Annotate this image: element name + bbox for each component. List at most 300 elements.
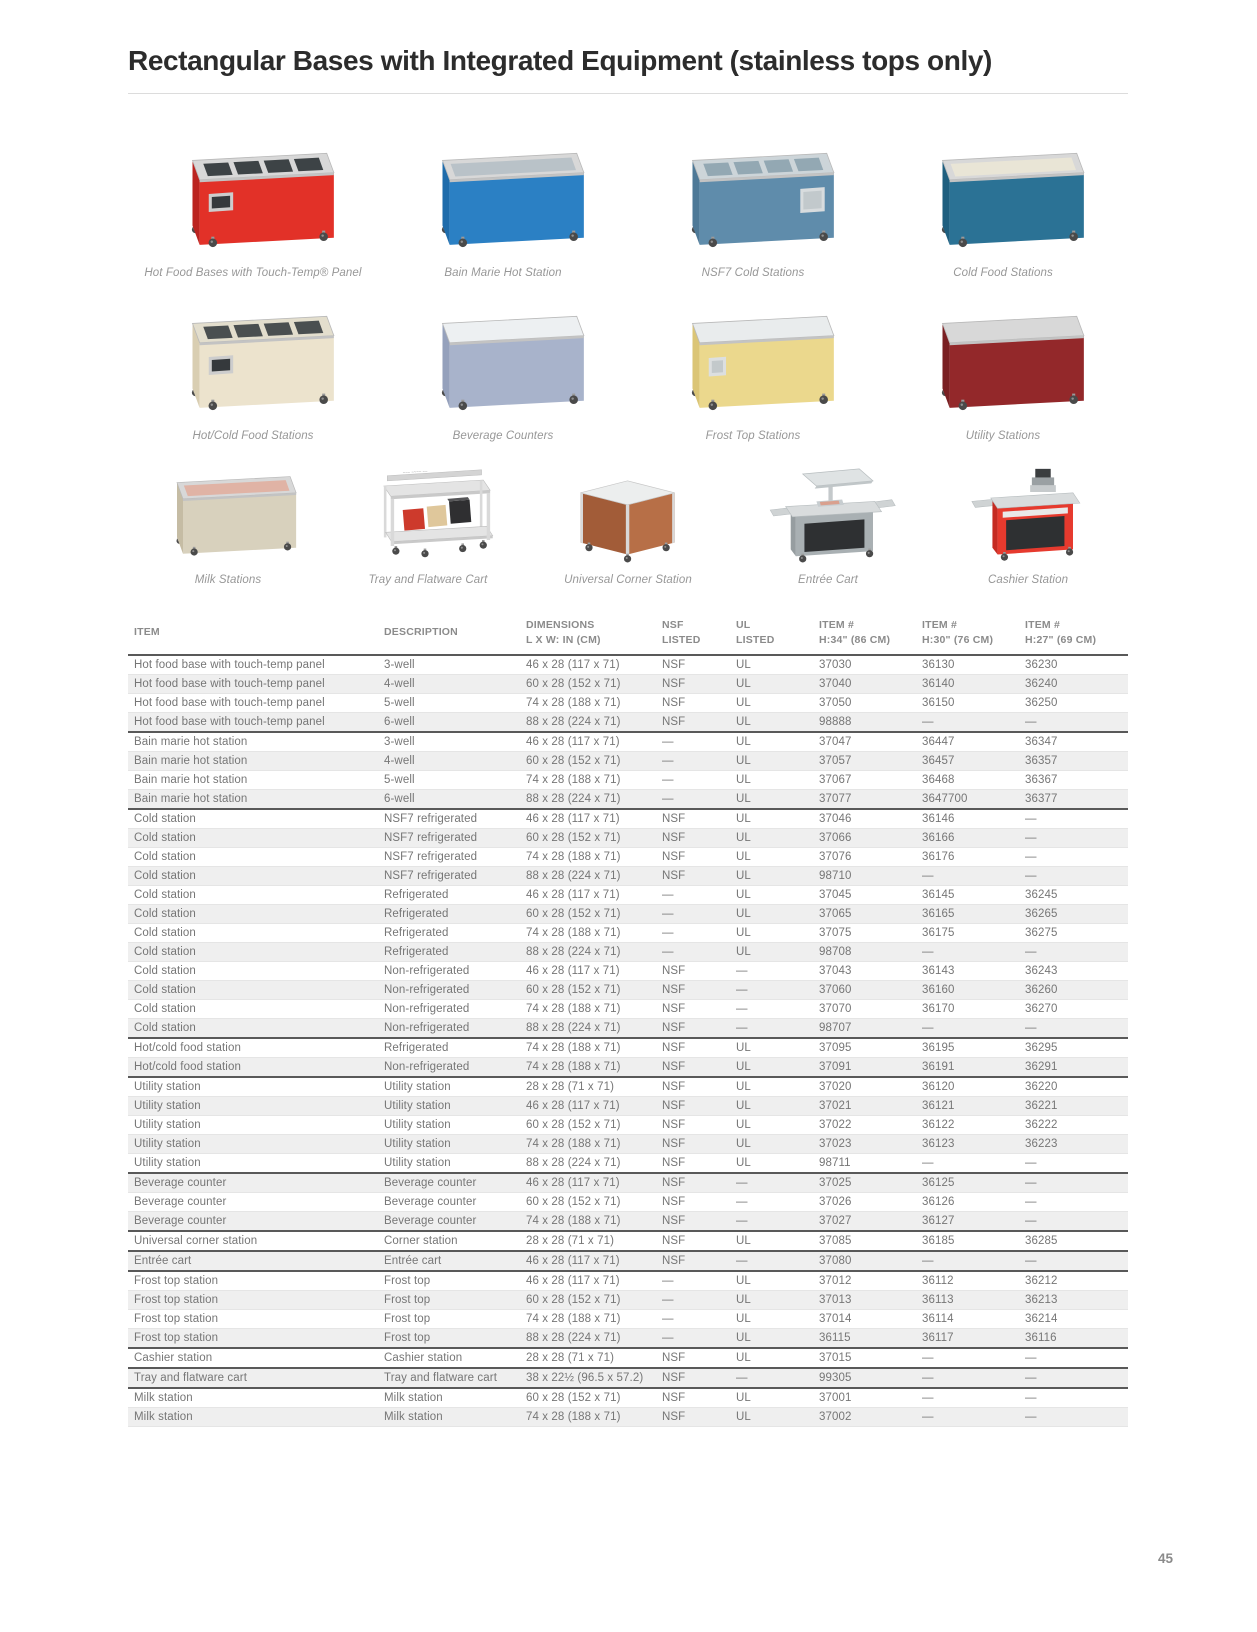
- table-cell: Cold station: [128, 867, 378, 886]
- table-cell: —: [730, 981, 813, 1000]
- bain-marie-illustration: [414, 136, 592, 258]
- product-hot-food-bases: [128, 136, 378, 279]
- table-cell: 74 x 28 (188 x 71): [520, 1038, 656, 1058]
- col-header-nsf-listed: NSF LISTED: [656, 618, 730, 655]
- table-cell: Frost top station: [128, 1271, 378, 1291]
- table-cell: UL: [730, 694, 813, 713]
- table-cell: 36250: [1019, 694, 1128, 713]
- table-cell: Beverage counter: [128, 1212, 378, 1232]
- table-cell: UL: [730, 1348, 813, 1368]
- table-cell: 88 x 28 (224 x 71): [520, 713, 656, 733]
- table-cell: 3-well: [378, 732, 520, 752]
- product-caption: Entrée Cart: [798, 573, 858, 586]
- table-row: [128, 1077, 1128, 1097]
- table-cell: 6-well: [378, 790, 520, 810]
- table-cell: UL: [730, 1077, 813, 1097]
- table-cell: —: [656, 1291, 730, 1310]
- product-beverage-counters: [378, 299, 628, 442]
- table-row: [128, 981, 1128, 1000]
- col-header-ul-listed: UL LISTED: [730, 618, 813, 655]
- table-cell: 74 x 28 (188 x 71): [520, 1058, 656, 1078]
- table-cell: NSF: [656, 1019, 730, 1039]
- table-cell: NSF: [656, 713, 730, 733]
- table-cell: 5-well: [378, 694, 520, 713]
- table-cell: Utility station: [378, 1154, 520, 1174]
- table-row: [128, 694, 1128, 713]
- table-cell: UL: [730, 675, 813, 694]
- table-cell: —: [656, 732, 730, 752]
- table-cell: 36240: [1019, 675, 1128, 694]
- table-cell: —: [656, 1329, 730, 1349]
- svg-text:~~~ ~~~~ ~~: ~~~ ~~~~ ~~: [402, 468, 428, 475]
- table-cell: 74 x 28 (188 x 71): [520, 1408, 656, 1427]
- table-cell: NSF7 refrigerated: [378, 867, 520, 886]
- table-cell: Frost top: [378, 1291, 520, 1310]
- table-row: [128, 1212, 1128, 1232]
- utility-station-illustration: [914, 299, 1092, 421]
- table-cell: 36125: [916, 1173, 1019, 1193]
- table-cell: Bain marie hot station: [128, 790, 378, 810]
- table-row: [128, 809, 1128, 829]
- product-milk-stations: [128, 462, 328, 586]
- table-cell: Frost top: [378, 1329, 520, 1349]
- table-cell: Cashier station: [378, 1348, 520, 1368]
- table-cell: 60 x 28 (152 x 71): [520, 905, 656, 924]
- table-cell: 36212: [1019, 1271, 1128, 1291]
- table-row: [128, 752, 1128, 771]
- table-cell: 46 x 28 (117 x 71): [520, 1271, 656, 1291]
- table-row: [128, 886, 1128, 905]
- table-cell: 37025: [813, 1173, 916, 1193]
- table-cell: 36185: [916, 1231, 1019, 1251]
- table-cell: 37021: [813, 1097, 916, 1116]
- table-cell: NSF: [656, 675, 730, 694]
- product-utility-stations: [878, 299, 1128, 442]
- table-cell: 60 x 28 (152 x 71): [520, 829, 656, 848]
- table-cell: NSF: [656, 1251, 730, 1271]
- table-cell: 36275: [1019, 924, 1128, 943]
- table-cell: 28 x 28 (71 x 71): [520, 1077, 656, 1097]
- table-cell: Utility station: [378, 1097, 520, 1116]
- table-cell: 5-well: [378, 771, 520, 790]
- table-cell: Bain marie hot station: [128, 752, 378, 771]
- table-cell: UL: [730, 1038, 813, 1058]
- product-grid-row-1: [128, 136, 1128, 279]
- table-cell: 88 x 28 (224 x 71): [520, 790, 656, 810]
- spec-table: [128, 618, 1128, 1427]
- product-caption: Frost Top Stations: [705, 429, 801, 442]
- table-row: [128, 905, 1128, 924]
- table-cell: —: [730, 1251, 813, 1271]
- table-cell: Cold station: [128, 848, 378, 867]
- table-cell: 36126: [916, 1193, 1019, 1212]
- table-cell: 37040: [813, 675, 916, 694]
- product-image: [914, 136, 1092, 258]
- table-cell: 37070: [813, 1000, 916, 1019]
- table-cell: 37043: [813, 962, 916, 981]
- table-cell: —: [656, 1310, 730, 1329]
- table-cell: Utility station: [128, 1097, 378, 1116]
- table-cell: UL: [730, 1310, 813, 1329]
- table-cell: UL: [730, 790, 813, 810]
- table-cell: NSF: [656, 1135, 730, 1154]
- table-cell: 37076: [813, 848, 916, 867]
- table-cell: Hot food base with touch-temp panel: [128, 675, 378, 694]
- table-cell: UL: [730, 867, 813, 886]
- table-cell: 36127: [916, 1212, 1019, 1232]
- table-cell: UL: [730, 1231, 813, 1251]
- table-cell: 36291: [1019, 1058, 1128, 1078]
- table-cell: —: [1019, 1251, 1128, 1271]
- table-cell: 36170: [916, 1000, 1019, 1019]
- table-cell: UL: [730, 752, 813, 771]
- table-cell: 36122: [916, 1116, 1019, 1135]
- product-caption: Cashier Station: [987, 573, 1069, 586]
- table-cell: UL: [730, 1097, 813, 1116]
- table-cell: Hot food base with touch-temp panel: [128, 713, 378, 733]
- tray-flatware-cart-illustration: [353, 462, 503, 565]
- table-cell: 36130: [916, 655, 1019, 675]
- product-image: [153, 462, 303, 565]
- table-row: [128, 1271, 1128, 1291]
- table-cell: UL: [730, 905, 813, 924]
- table-cell: NSF: [656, 981, 730, 1000]
- table-cell: Hot/cold food station: [128, 1038, 378, 1058]
- table-cell: —: [656, 924, 730, 943]
- table-cell: Non-refrigerated: [378, 962, 520, 981]
- table-row: [128, 848, 1128, 867]
- col-header-item-h30: ITEM # H:30" (76 CM): [916, 618, 1019, 655]
- spec-table-head: [128, 618, 1128, 655]
- table-cell: 74 x 28 (188 x 71): [520, 848, 656, 867]
- table-cell: Hot/cold food station: [128, 1058, 378, 1078]
- table-cell: 36468: [916, 771, 1019, 790]
- table-cell: 98707: [813, 1019, 916, 1039]
- table-cell: NSF: [656, 962, 730, 981]
- table-cell: —: [656, 790, 730, 810]
- table-cell: Universal corner station: [128, 1231, 378, 1251]
- table-cell: 36260: [1019, 981, 1128, 1000]
- table-row: [128, 1000, 1128, 1019]
- beverage-counter-illustration: [414, 299, 592, 421]
- table-cell: —: [1019, 1348, 1128, 1368]
- table-cell: 37027: [813, 1212, 916, 1232]
- table-cell: 37001: [813, 1388, 916, 1408]
- table-cell: Cold station: [128, 1019, 378, 1039]
- table-row: [128, 655, 1128, 675]
- table-cell: Utility station: [378, 1116, 520, 1135]
- product-caption: Hot/Cold Food Stations: [192, 429, 314, 442]
- table-cell: Cashier station: [128, 1348, 378, 1368]
- table-cell: 36115: [813, 1329, 916, 1349]
- product-universal-corner-station: [528, 462, 728, 586]
- table-cell: —: [1019, 1388, 1128, 1408]
- table-cell: —: [1019, 1408, 1128, 1427]
- table-cell: NSF7 refrigerated: [378, 848, 520, 867]
- table-cell: 37030: [813, 655, 916, 675]
- table-cell: UL: [730, 1388, 813, 1408]
- table-cell: NSF: [656, 867, 730, 886]
- table-cell: 36223: [1019, 1135, 1128, 1154]
- table-cell: UL: [730, 829, 813, 848]
- table-cell: 36357: [1019, 752, 1128, 771]
- table-cell: —: [916, 943, 1019, 962]
- table-cell: Bain marie hot station: [128, 771, 378, 790]
- table-cell: Entrée cart: [378, 1251, 520, 1271]
- table-cell: 37065: [813, 905, 916, 924]
- product-caption: Milk Stations: [194, 573, 262, 586]
- product-cold-food-stations: [878, 136, 1128, 279]
- table-cell: NSF: [656, 1154, 730, 1174]
- table-cell: Refrigerated: [378, 905, 520, 924]
- table-cell: Entrée cart: [128, 1251, 378, 1271]
- table-cell: Frost top: [378, 1271, 520, 1291]
- table-cell: Utility station: [378, 1077, 520, 1097]
- table-cell: 28 x 28 (71 x 71): [520, 1348, 656, 1368]
- table-cell: Non-refrigerated: [378, 1000, 520, 1019]
- product-bain-marie-hot-station: [378, 136, 628, 279]
- table-cell: UL: [730, 655, 813, 675]
- table-cell: 37075: [813, 924, 916, 943]
- cold-food-station-illustration: [914, 136, 1092, 258]
- table-cell: 88 x 28 (224 x 71): [520, 867, 656, 886]
- table-cell: —: [916, 867, 1019, 886]
- table-cell: 36112: [916, 1271, 1019, 1291]
- table-row: [128, 1097, 1128, 1116]
- table-row: [128, 1154, 1128, 1174]
- table-cell: 74 x 28 (188 x 71): [520, 771, 656, 790]
- table-cell: 36121: [916, 1097, 1019, 1116]
- table-cell: 37012: [813, 1271, 916, 1291]
- table-cell: 37045: [813, 886, 916, 905]
- table-cell: 36116: [1019, 1329, 1128, 1349]
- product-caption: NSF7 Cold Stations: [701, 266, 805, 279]
- title-divider: [128, 93, 1128, 94]
- table-cell: 36377: [1019, 790, 1128, 810]
- table-cell: Cold station: [128, 981, 378, 1000]
- table-row: [128, 829, 1128, 848]
- table-cell: 74 x 28 (188 x 71): [520, 1135, 656, 1154]
- table-cell: 36213: [1019, 1291, 1128, 1310]
- table-cell: 38 x 22½ (96.5 x 57.2): [520, 1368, 656, 1388]
- product-image: [914, 299, 1092, 421]
- table-cell: —: [730, 1173, 813, 1193]
- table-cell: 36175: [916, 924, 1019, 943]
- table-cell: 46 x 28 (117 x 71): [520, 809, 656, 829]
- table-cell: 36146: [916, 809, 1019, 829]
- table-cell: NSF: [656, 1077, 730, 1097]
- table-row: [128, 1038, 1128, 1058]
- table-cell: 46 x 28 (117 x 71): [520, 962, 656, 981]
- table-cell: 46 x 28 (117 x 71): [520, 886, 656, 905]
- table-cell: —: [1019, 943, 1128, 962]
- table-row: [128, 1310, 1128, 1329]
- table-cell: UL: [730, 1408, 813, 1427]
- table-cell: NSF: [656, 829, 730, 848]
- table-cell: 60 x 28 (152 x 71): [520, 981, 656, 1000]
- table-row: [128, 1291, 1128, 1310]
- table-cell: 37020: [813, 1077, 916, 1097]
- table-cell: Frost top station: [128, 1310, 378, 1329]
- table-cell: Bain marie hot station: [128, 732, 378, 752]
- table-cell: Milk station: [378, 1408, 520, 1427]
- product-image: [414, 299, 592, 421]
- table-cell: 98708: [813, 943, 916, 962]
- table-cell: 36230: [1019, 655, 1128, 675]
- table-cell: 74 x 28 (188 x 71): [520, 924, 656, 943]
- table-cell: 74 x 28 (188 x 71): [520, 1000, 656, 1019]
- table-cell: Frost top station: [128, 1329, 378, 1349]
- table-cell: Utility station: [128, 1077, 378, 1097]
- table-cell: Cold station: [128, 809, 378, 829]
- table-cell: —: [656, 943, 730, 962]
- table-cell: —: [1019, 713, 1128, 733]
- product-caption: Cold Food Stations: [953, 266, 1053, 279]
- table-cell: 46 x 28 (117 x 71): [520, 1251, 656, 1271]
- table-cell: 60 x 28 (152 x 71): [520, 752, 656, 771]
- table-cell: —: [1019, 1154, 1128, 1174]
- product-hot-cold-food-stations: [128, 299, 378, 442]
- table-cell: 36166: [916, 829, 1019, 848]
- product-caption: Beverage Counters: [452, 429, 554, 442]
- table-row: [128, 1388, 1128, 1408]
- table-cell: UL: [730, 1058, 813, 1078]
- table-cell: 36457: [916, 752, 1019, 771]
- table-cell: 74 x 28 (188 x 71): [520, 694, 656, 713]
- table-cell: Utility station: [378, 1135, 520, 1154]
- table-row: [128, 1173, 1128, 1193]
- table-cell: NSF: [656, 1348, 730, 1368]
- table-cell: —: [916, 1408, 1019, 1427]
- product-tray-flatware-cart: [328, 462, 528, 586]
- table-cell: 36120: [916, 1077, 1019, 1097]
- table-cell: UL: [730, 924, 813, 943]
- table-row: [128, 867, 1128, 886]
- table-cell: Corner station: [378, 1231, 520, 1251]
- table-cell: NSF7 refrigerated: [378, 809, 520, 829]
- entree-cart-illustration: [753, 462, 903, 565]
- table-cell: 60 x 28 (152 x 71): [520, 1388, 656, 1408]
- col-header-dimensions: DIMENSIONS L X W: IN (CM): [520, 618, 656, 655]
- table-cell: —: [1019, 1019, 1128, 1039]
- table-cell: 4-well: [378, 752, 520, 771]
- table-cell: 74 x 28 (188 x 71): [520, 1212, 656, 1232]
- table-cell: 36270: [1019, 1000, 1128, 1019]
- table-cell: Non-refrigerated: [378, 981, 520, 1000]
- table-cell: 3647700: [916, 790, 1019, 810]
- table-cell: Cold station: [128, 905, 378, 924]
- nsf7-cold-station-illustration: [664, 136, 842, 258]
- table-cell: 36114: [916, 1310, 1019, 1329]
- table-row: [128, 713, 1128, 733]
- table-cell: 36285: [1019, 1231, 1128, 1251]
- product-image: [353, 462, 503, 565]
- table-cell: Tray and flatware cart: [378, 1368, 520, 1388]
- table-cell: 37057: [813, 752, 916, 771]
- table-cell: 37046: [813, 809, 916, 829]
- table-cell: NSF: [656, 1212, 730, 1232]
- page-number: 45: [1157, 1551, 1173, 1566]
- product-image: [953, 462, 1103, 565]
- table-cell: 4-well: [378, 675, 520, 694]
- table-cell: NSF: [656, 1368, 730, 1388]
- table-cell: Tray and flatware cart: [128, 1368, 378, 1388]
- table-cell: —: [1019, 848, 1128, 867]
- cashier-station-illustration: [953, 462, 1103, 565]
- col-header-item-h27: ITEM # H:27" (69 CM): [1019, 618, 1128, 655]
- table-cell: 37095: [813, 1038, 916, 1058]
- table-cell: 99305: [813, 1368, 916, 1388]
- table-cell: —: [730, 1000, 813, 1019]
- table-cell: Beverage counter: [128, 1193, 378, 1212]
- table-cell: 60 x 28 (152 x 71): [520, 1291, 656, 1310]
- product-image: [753, 462, 903, 565]
- table-cell: 98711: [813, 1154, 916, 1174]
- product-caption: Universal Corner Station: [564, 573, 692, 586]
- table-cell: Milk station: [128, 1388, 378, 1408]
- table-cell: 36145: [916, 886, 1019, 905]
- table-cell: 36195: [916, 1038, 1019, 1058]
- table-cell: —: [916, 713, 1019, 733]
- table-cell: 37013: [813, 1291, 916, 1310]
- table-cell: UL: [730, 943, 813, 962]
- table-cell: 37066: [813, 829, 916, 848]
- table-cell: 36123: [916, 1135, 1019, 1154]
- table-cell: 36165: [916, 905, 1019, 924]
- table-cell: 88 x 28 (224 x 71): [520, 1154, 656, 1174]
- product-caption: Bain Marie Hot Station: [444, 266, 562, 279]
- table-cell: NSF: [656, 1173, 730, 1193]
- table-cell: Cold station: [128, 829, 378, 848]
- table-cell: 74 x 28 (188 x 71): [520, 1310, 656, 1329]
- table-cell: 6-well: [378, 713, 520, 733]
- table-cell: 37023: [813, 1135, 916, 1154]
- table-cell: Cold station: [128, 924, 378, 943]
- table-cell: 98888: [813, 713, 916, 733]
- table-cell: 3-well: [378, 655, 520, 675]
- table-row: [128, 732, 1128, 752]
- table-cell: Cold station: [128, 943, 378, 962]
- table-cell: 37015: [813, 1348, 916, 1368]
- table-cell: NSF: [656, 1038, 730, 1058]
- table-cell: —: [730, 1368, 813, 1388]
- table-row: [128, 1019, 1128, 1039]
- table-cell: 36214: [1019, 1310, 1128, 1329]
- product-image: [553, 462, 703, 565]
- table-cell: Non-refrigerated: [378, 1058, 520, 1078]
- table-cell: —: [1019, 1173, 1128, 1193]
- table-cell: 36176: [916, 848, 1019, 867]
- table-cell: Milk station: [128, 1408, 378, 1427]
- table-cell: Beverage counter: [378, 1173, 520, 1193]
- table-cell: —: [730, 1212, 813, 1232]
- table-cell: Refrigerated: [378, 924, 520, 943]
- table-cell: UL: [730, 713, 813, 733]
- table-row: [128, 1135, 1128, 1154]
- table-cell: 37002: [813, 1408, 916, 1427]
- spec-table-body: [128, 655, 1128, 1427]
- product-frost-top-stations: [628, 299, 878, 442]
- table-row: [128, 1116, 1128, 1135]
- table-cell: UL: [730, 1291, 813, 1310]
- table-cell: Frost top station: [128, 1291, 378, 1310]
- table-cell: 37067: [813, 771, 916, 790]
- table-row: [128, 1368, 1128, 1388]
- table-cell: Refrigerated: [378, 1038, 520, 1058]
- table-cell: Beverage counter: [378, 1193, 520, 1212]
- table-cell: 88 x 28 (224 x 71): [520, 1329, 656, 1349]
- product-caption: Tray and Flatware Cart: [368, 573, 488, 586]
